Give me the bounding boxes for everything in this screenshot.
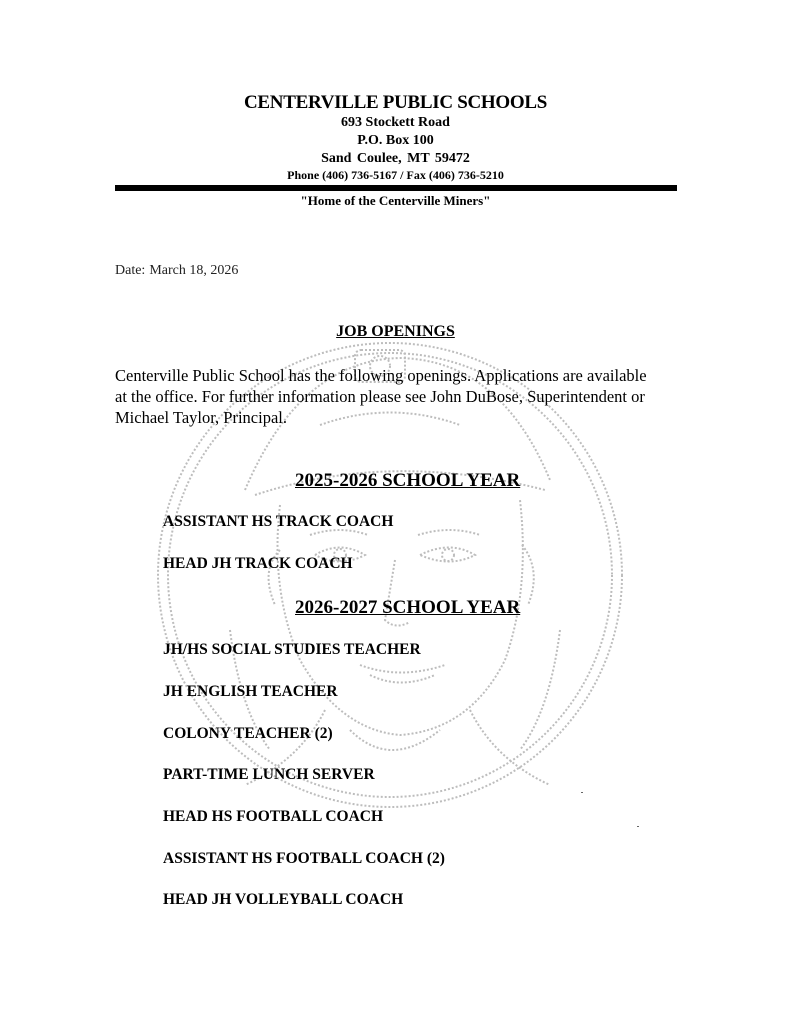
job-listing: JH/HS SOCIAL STUDIES TEACHER: [163, 641, 421, 658]
job-listing: JH ENGLISH TEACHER: [163, 683, 338, 700]
scan-speck: [581, 792, 583, 793]
address-street: 693 Stockett Road: [341, 115, 450, 130]
date-value: March 18, 2026: [149, 263, 239, 278]
letterhead-divider: [115, 185, 677, 191]
school-name: CENTERVILLE PUBLIC SCHOOLS: [243, 92, 547, 113]
date-label: Date:: [115, 263, 146, 278]
intro-paragraph: Centerville Public School has the following openings. Applications are available at the office. For further information please see John DuBose, Superintendent or Michael Taylor, Principal.: [115, 366, 647, 427]
document-date: [115, 263, 238, 279]
phone-fax: Phone (406) 736-5167 / Fax (406) 736-5210: [287, 168, 504, 182]
job-listing: HEAD JH VOLLEYBALL COACH: [163, 891, 404, 908]
section-title-2026-2027: 2026-2027 SCHOOL YEAR: [295, 597, 521, 618]
section-title-2025-2026: 2025-2026 SCHOOL YEAR: [295, 470, 521, 491]
school-motto: "Home of the Centerville Miners": [300, 193, 491, 208]
address-po-box: P.O. Box 100: [357, 133, 434, 148]
job-listing: COLONY TEACHER (2): [163, 725, 333, 742]
scan-speck: [637, 826, 639, 827]
job-listing: ASSISTANT HS FOOTBALL COACH (2): [163, 850, 445, 867]
job-listing: HEAD JH TRACK COACH: [163, 555, 353, 572]
job-listing: ASSISTANT HS TRACK COACH: [163, 513, 394, 530]
job-openings-heading: JOB OPENINGS: [336, 323, 455, 340]
job-listing: PART-TIME LUNCH SERVER: [163, 766, 375, 783]
job-listing: HEAD HS FOOTBALL COACH: [163, 808, 384, 825]
address-city-state: Sand Coulee, MT 59472: [321, 151, 470, 166]
